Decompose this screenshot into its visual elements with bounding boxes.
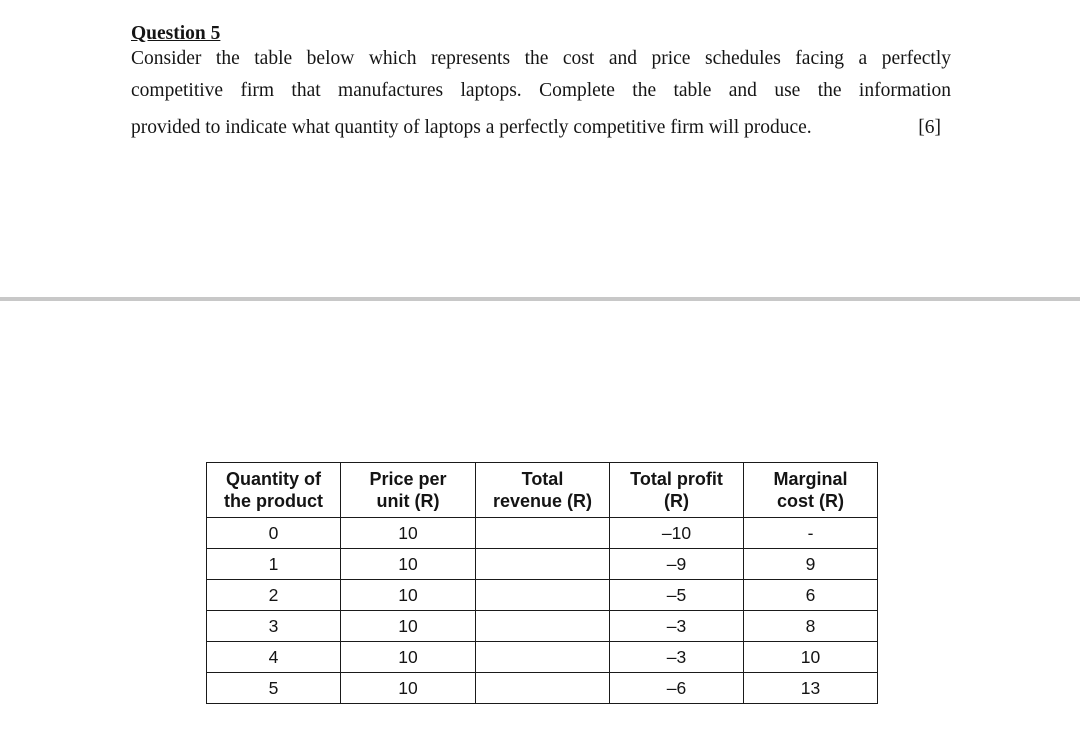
cell-marginal-cost: 13 (744, 673, 878, 704)
cell-total-profit: –3 (610, 642, 744, 673)
header-price-per-unit: Price per unit (R) (341, 463, 476, 518)
table-row (207, 642, 878, 673)
cost-price-table (206, 462, 878, 704)
cell-price: 10 (341, 580, 476, 611)
cell-total-profit: –6 (610, 673, 744, 704)
question-marks: [6] (918, 117, 941, 138)
header-marginal-cost: Marginal cost (R) (744, 463, 878, 518)
cell-total-revenue[interactable] (476, 580, 610, 611)
cell-quantity: 2 (207, 580, 341, 611)
table-row (207, 518, 878, 549)
cell-total-profit: –3 (610, 611, 744, 642)
cell-total-profit: –10 (610, 518, 744, 549)
cell-quantity: 0 (207, 518, 341, 549)
header-total-profit: Total profit (R) (610, 463, 744, 518)
cell-total-revenue[interactable] (476, 549, 610, 580)
cell-quantity: 4 (207, 642, 341, 673)
table-row (207, 549, 878, 580)
question-text-line-1: Consider the table below which represents the cost and price schedules facing a perfectly (131, 48, 951, 69)
section-divider (0, 297, 1080, 301)
cell-marginal-cost: 6 (744, 580, 878, 611)
header-total-revenue: Total revenue (R) (476, 463, 610, 518)
table-header-row (207, 463, 878, 518)
cell-total-revenue[interactable] (476, 642, 610, 673)
cell-price: 10 (341, 611, 476, 642)
cell-marginal-cost: - (744, 518, 878, 549)
question-text-line-2: competitive firm that manufactures laptops. Complete the table and use the information (131, 80, 951, 101)
table-row (207, 580, 878, 611)
cell-marginal-cost: 8 (744, 611, 878, 642)
question-title: Question 5 (131, 23, 221, 44)
header-quantity: Quantity of the product (207, 463, 341, 518)
cell-total-profit: –9 (610, 549, 744, 580)
question-text-line-3-body: provided to indicate what quantity of laptops a perfectly competitive firm will produce. (131, 117, 812, 138)
cell-total-revenue[interactable] (476, 673, 610, 704)
cell-price: 10 (341, 673, 476, 704)
cell-quantity: 3 (207, 611, 341, 642)
cell-marginal-cost: 10 (744, 642, 878, 673)
question-block (131, 22, 951, 146)
cell-marginal-cost: 9 (744, 549, 878, 580)
cell-price: 10 (341, 549, 476, 580)
cell-price: 10 (341, 642, 476, 673)
cell-total-profit: –5 (610, 580, 744, 611)
cell-total-revenue[interactable] (476, 611, 610, 642)
cell-quantity: 5 (207, 673, 341, 704)
question-text-line-3 (131, 110, 951, 146)
cell-quantity: 1 (207, 549, 341, 580)
table-row (207, 673, 878, 704)
cell-total-revenue[interactable] (476, 518, 610, 549)
table-row (207, 611, 878, 642)
cell-price: 10 (341, 518, 476, 549)
